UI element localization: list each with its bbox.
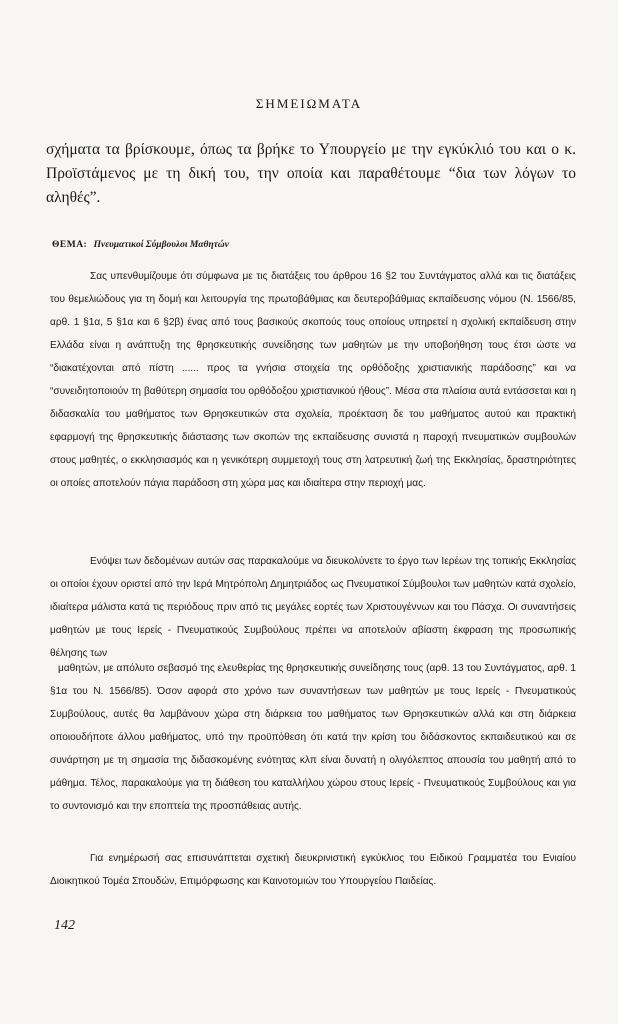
paragraph-text: Για ενημέρωσή σας επισυνάπτεται σχετική διευκρινιστική εγκύκλιος του Ειδικού Γραμματέα του Ενιαίου Διοικητικού Τομέα Σπουδών, Επιμόρφωσης και Καινοτομιών του Υπουργείου Παιδείας. [50,853,576,887]
subject-label: ΘΕΜΑ: [52,240,88,250]
running-header: ΣΗΜΕΙΩΜΑΤΑ [255,96,363,111]
subject-value: Πνευματικοί Σύμβουλοι Μαθητών [93,240,229,250]
page-number: 142 [54,918,75,933]
intro-paragraph: σχήματα τα βρίσκουμε, όπως τα βρήκε το Υπουργείο με την εγκύκλιό του και ο κ. Προϊστάμενος με τη δική του, την οποία και παραθέτουμε “δια των λόγων το αληθές”. [46,141,576,206]
letter-paragraph-1 [50,265,576,495]
letter-paragraph-3 [50,657,576,818]
paragraph-text: Σας υπενθυμίζουμε ότι σύμφωνα με τις διατάξεις του άρθρου 16 §2 του Συντάγματος αλλά και τις διατάξεις του θεμελιώδους για τη δομή και λειτουργία της πρωτοβάθμιας και δευτεροβάθμιας εκπαίδευσης νόμου (Ν. 1566/85, αρθ. 1 §1α, 5 §1α και 6 §2β) ένας από τους βασικούς σκοπούς τους οποίους υπηρετεί η σχολική εκπαίδευση στην Ελλάδα είναι η ανάπτυξη της θρησκευτικής συνείδησης των μαθητών με την υποβοήθηση τους έτσι ώστε να “διακατέχονται από πίστη ...... προς τα γνήσια στοιχεία της ορθόδοξης χριστιανικής παράδοσης” και να “συνειδητοποιούν τη βαθύτερη σημασία του ορθόδοξου χριστιανικού ήθους”. Μέσα στα πλαίσια αυτά εντάσσεται και η διδασκαλία του μαθήματος των Θρησκευτικών στα σχολεία, προέκταση δε του μαθήματος αυτού και πρακτική εφαρμογή της θρησκευτικής διάστασης των σκοπών της εκπαίδευσης συνιστά η παροχή πνευματικών συμβουλών στους μαθητές, ο εκκλησιασμός και η γενικότερη συμμετοχή τους στη λατρευτική ζωή της Εκκλησίας, δραστηριότητες οι οποίες αποτελούν πάγια παράδοση στη χώρα μας και ιδιαίτερα στην περιοχή μας. [50,271,576,489]
paragraph-text: Ενόψει των δεδομένων αυτών σας παρακαλούμε να διευκολύνετε το έργο των Ιερέων της τοπικής Εκκλησίας οι οποίοι έχουν οριστεί από την Ιερά Μητρόπολη Δημητριάδος ως Πνευματικοί Σύμβουλοι των μαθητών κατά σχολείο, ιδιαίτερα μάλιστα κατά τις περιόδους πριν από τις μεγάλες εορτές των Χριστουγέννων και του Πάσχα. Οι συναντήσεις μαθητών με τους Ιερείς - Πνευματικούς Συμβούλους πρέπει να αποτελούν αβίαστη έκφραση της προσωπικής θέλησης των [50,556,576,659]
subject-line [52,240,582,250]
letter-paragraph-2 [50,550,576,665]
paragraph-text: μαθητών, με απόλυτο σεβασμό της ελευθερίας της θρησκευτικής συνείδησης τους (αρθ. 13 του Συντάγματος, αρθ. 1 §1α του Ν. 1566/85). Όσον αφορά στο χρόνο των συναντήσεων των μαθητών με τους Ιερείς - Πνευματικούς Συμβούλους, αυτές θα λαμβάνουν χώρα στη διάρκεια του μαθήματος των Θρησκευτικών αλλά και στη διάρκεια οποιουδήποτε άλλου μαθήματος, υπό την προϋπόθεση ότι κατά την κρίση του διδάσκοντος εκπαιδευτικού και σε συνάρτηση με τη σημασία της διδασκομένης ενότητας κλπ είναι δυνατή η ολιγόλεπτος απουσία του μαθητή από το μάθημα. Τέλος, παρακαλούμε για τη διάθεση του καταλλήλου χώρου στους Ιερείς - Πνευματικούς Συμβούλους και για το συντονισμό και την εποπτεία της προσπάθειας αυτής. [50,663,576,812]
letter-paragraph-4 [50,847,576,893]
